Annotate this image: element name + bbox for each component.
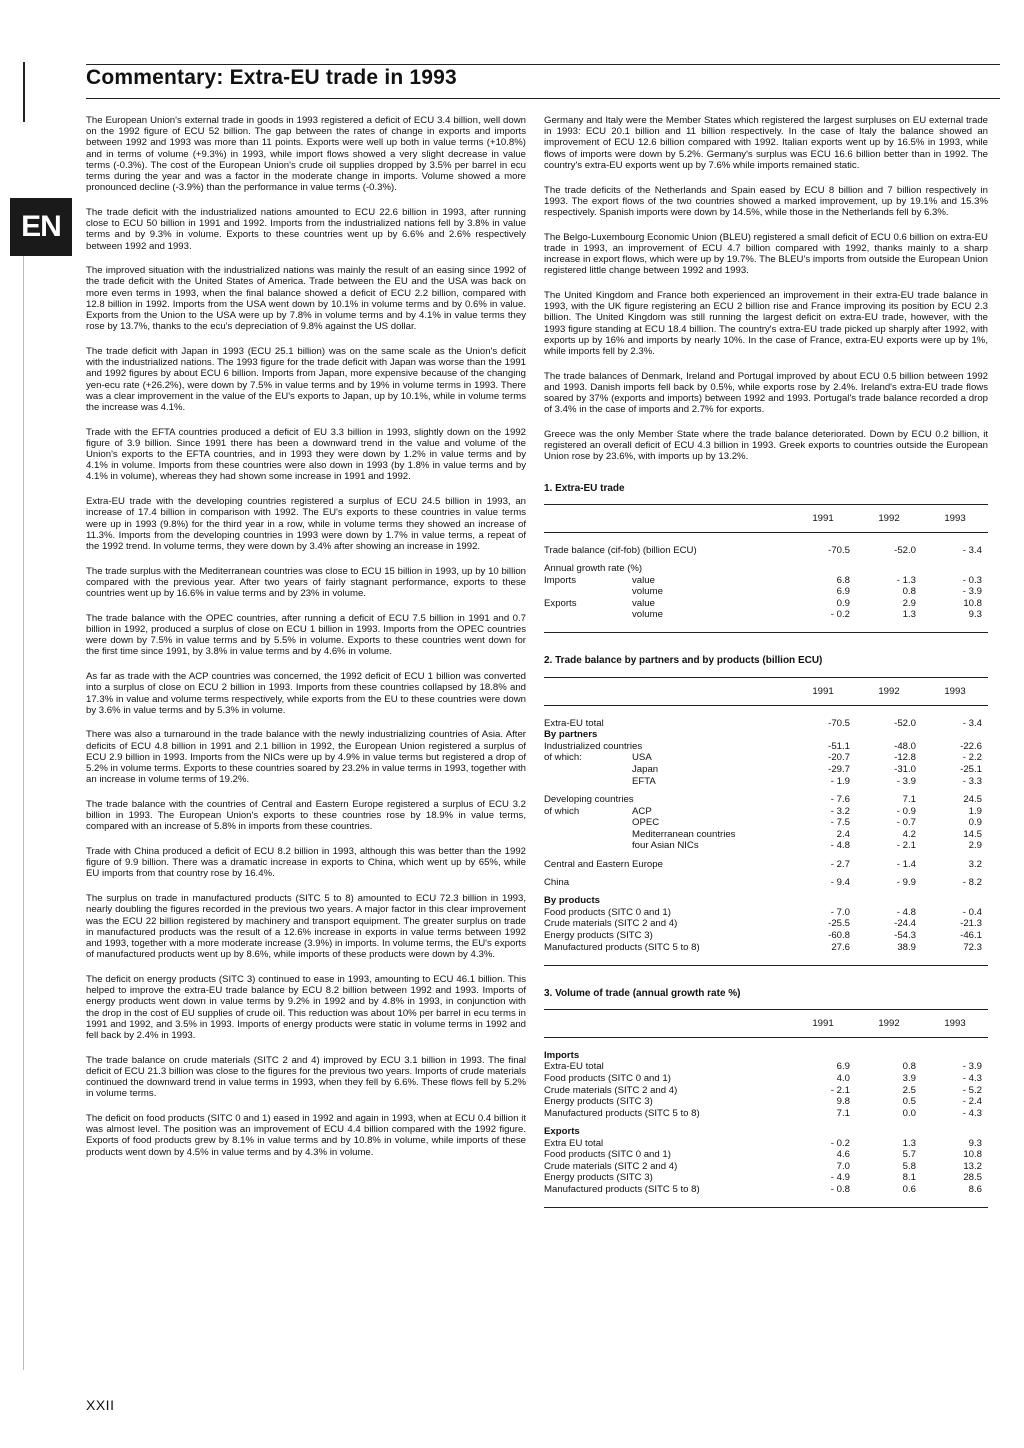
value-cell: - 4.3 <box>962 1072 982 1084</box>
year-header: 1991 <box>790 1009 856 1037</box>
value-cell: 0.9 <box>968 817 982 829</box>
left-column-paragraph: Extra-EU trade with the developing countries registered a surplus of ECU 24.5 billion in 1993, an increase of 17.4 billion in comparison with 1992. The EU's exports to these countries in value terms were up in 1993 (9.8%) for the third year in a row, while in volume terms they showed an increase of 11.3%. Imports from the developing countries in 1993 were down by 1.7% in value terms, a repeat of the 1992 trend. In volume terms, they were down by 3.4% after showing an increase in 1992. <box>86 496 526 552</box>
header-blank <box>544 1009 790 1037</box>
value-cell: - 2.1 <box>830 1084 850 1096</box>
row-label: Industrialized countries <box>544 740 643 752</box>
value-cell: -29.7 <box>828 764 850 776</box>
left-column-paragraph: The trade balance on crude materials (SITC 2 and 4) improved by ECU 3.1 billion in 1993. The final deficit of ECU 21.3 billion was close to the figures for the previous two years. Imports of crude materials continued the downward trend in value terms in 1993, when they fell by 6.6%. These flows fell by 5.2% in volume terms. <box>86 1054 526 1100</box>
value-cell: -70.5 <box>828 717 850 729</box>
row-sublabel: ACP <box>632 805 652 817</box>
value-cell: - 3.9 <box>962 586 982 598</box>
row-label <box>544 586 632 598</box>
left-column-paragraph: The improved situation with the industrialized nations was mainly the result of an easing since 1992 of the trade deficit with the United States of America. Trade between the EU and the USA was back on more even terms in 1993, when the final balance showed a deficit of ECU 2.2 billion, compared with 12.8 billion in 1992. Imports from the USA went down by 10.1% in volume terms and by 0.6% in value. Exports from the Union to the USA were up by 7.8% in volume terms and by 4.1% in value terms they rose by 13.7%, thanks to the ecu's depreciation of 9.8% against the US dollar. <box>86 265 526 333</box>
value-cell: -25.1 <box>960 764 982 776</box>
table-row <box>544 764 988 776</box>
row-label: Exports <box>544 1126 580 1138</box>
table-row <box>544 817 988 829</box>
row-label: Manufactured products (SITC 5 to 8) <box>544 941 790 965</box>
table-row <box>544 741 988 753</box>
header-blank <box>544 677 790 705</box>
left-column-paragraph: The surplus on trade in manufactured products (SITC 5 to 8) amounted to ECU 72.3 billion in 1993, nearly doubling the figures recorded in the previous two years. A major factor in this clear improvement was the ECU 22 billion registered by machinery and transport equipment. The greater surplus on trade in manufactured products was the result of a 12.6% increase in exports in value terms between 1992 and 1993, together with a more moderate increase (3.9%) in imports. In volume terms, the EU's exports of manufactured products went up by 8.6%, while imports of these products were down by 4.3%. <box>86 893 526 961</box>
year-header: 1991 <box>790 504 856 532</box>
value-cell: 10.8 <box>963 597 982 609</box>
value-cell: - 0.8 <box>790 1184 856 1208</box>
value-cell: 0.8 <box>902 1061 916 1073</box>
table-row <box>544 805 988 817</box>
value-cell: - 4.3 <box>962 1107 982 1119</box>
table-header-row <box>544 1009 988 1037</box>
value-cell: 9.8 <box>836 1096 850 1108</box>
table-row <box>544 1184 988 1208</box>
value-cell: 4.2 <box>902 828 916 840</box>
row-label: Food products (SITC 0 and 1) <box>544 1149 671 1161</box>
value-cell: -22.6 <box>960 740 982 752</box>
value-cell <box>790 888 856 906</box>
header-blank <box>544 504 790 532</box>
left-column-paragraph: The trade surplus with the Mediterranean countries was close to ECU 15 billion in 1993, up by 10 billion compared with the previous year. After two years of fairly stagnant performance, exports to these countries went up by 16.6% in value terms and by 23% in volume. <box>86 565 526 600</box>
value-cell <box>856 729 922 741</box>
value-cell <box>790 729 856 741</box>
value-cell: 72.3 <box>922 941 988 965</box>
table-row <box>544 574 988 586</box>
table-row <box>544 870 988 888</box>
row-label: Crude materials (SITC 2 and 4) <box>544 1084 678 1096</box>
value-cell: 6.9 <box>836 1061 850 1073</box>
value-cell: - 0.4 <box>962 906 982 918</box>
row-label: of which: <box>544 752 582 764</box>
row-label <box>544 840 632 852</box>
right-column-text <box>544 115 988 463</box>
table-header-row <box>544 677 988 705</box>
value-cell <box>790 556 856 574</box>
value-cell: -25.5 <box>828 918 850 930</box>
row-label: Annual growth rate (%) <box>544 563 643 575</box>
value-cell <box>856 556 922 574</box>
value-cell: -20.7 <box>828 752 850 764</box>
row-label: of which <box>544 805 580 817</box>
value-cell: -21.3 <box>960 918 982 930</box>
value-cell: 2.5 <box>902 1084 916 1096</box>
row-label: Crude materials (SITC 2 and 4) <box>544 918 678 930</box>
value-cell: 0.9 <box>836 597 850 609</box>
value-cell: 3.2 <box>968 858 982 870</box>
year-header: 1992 <box>856 504 922 532</box>
value-cell: - 4.8 <box>830 840 850 852</box>
table-row <box>544 586 988 598</box>
left-column-paragraph: The European Union's external trade in goods in 1993 registered a deficit of ECU 3.4 billion, well down on the 1992 figure of ECU 52 billion. The gap between the rates of change in exports and imports between 1992 and 1993 was more than 11 points. Exports were well up both in value terms (+10.8%) and in terms of volume (+9.3%) in 1993, while import flows showed a very slight decrease in value terms (-0.3%). The cost of the European Union's crude oil supplies dropped by 3.5% per barrel in ecu terms during the year and was a factor in the moderate change in imports. Volume showed a more pronounced decline (-3.9%) than the performance in value terms (-0.3%). <box>86 115 526 194</box>
table-row <box>544 705 988 729</box>
row-label: By partners <box>544 729 598 741</box>
table-row <box>544 828 988 840</box>
row-sublabel: Japan <box>632 764 659 776</box>
row-label: Energy products (SITC 3) <box>544 1096 653 1108</box>
row-sublabel: USA <box>632 752 652 764</box>
right-column-paragraph: The United Kingdom and France both experienced an improvement in their extra-EU trade balance in 1993, with the UK figure registering an ECU 2 billion rise and France improving its position by ECU 2.3 billion. The United Kingdom was still running the largest deficit on extra-EU trade, however, with the 1993 figure standing at ECU 18.4 billion. The country's extra-EU trade picked up sharply after 1992, with exports up by 16% and imports by nearly 10%. In the case of France, extra-EU exports were up by 1%, while imports fell by 2.3%. <box>544 289 988 357</box>
value-cell: 38.9 <box>856 941 922 965</box>
value-cell: - 0.7 <box>896 817 916 829</box>
value-cell: - 3.4 <box>962 717 982 729</box>
table-row <box>544 775 988 787</box>
table-row <box>544 906 988 918</box>
value-cell <box>856 1037 922 1061</box>
value-cell: - 7.6 <box>830 793 850 805</box>
table-row <box>544 1107 988 1119</box>
value-cell: - 2.7 <box>830 858 850 870</box>
table1-extra-eu-trade <box>544 504 988 634</box>
table-header-row <box>544 504 988 532</box>
left-column-paragraph: Trade with China produced a deficit of ECU 8.2 billion in 1993, although this was better than the 1992 figure of 9.9 billion. There was a dramatic increase in exports to China, which went up by 65%, while EU imports from that country rose by 16.4%. <box>86 846 526 880</box>
row-label: Central and Eastern Europe <box>544 858 663 870</box>
value-cell: -24.4 <box>894 918 916 930</box>
value-cell: -52.0 <box>894 544 916 556</box>
value-cell: 9.3 <box>922 609 988 633</box>
value-cell: -31.0 <box>894 764 916 776</box>
row-sublabel: volume <box>632 586 663 598</box>
value-cell: - 9.9 <box>896 876 916 888</box>
left-column-paragraph: The trade deficit with Japan in 1993 (ECU 25.1 billion) was on the same scale as the Union's deficit with the industrialized nations. The 1993 figure for the trade deficit with Japan was worse than the 1991 and 1992 figures by about ECU 6 billion. Imports from Japan, more expensive because of the changing yen-ecu rate (+26.2%), were down by 7.5% in value terms and by 19% in volume terms in 1993. There was a clear improvement in the value of the EU's exports to Japan, up by 10.1%, while in volume terms the increase was 4.1%. <box>86 345 526 413</box>
title-rule-top <box>86 64 1000 65</box>
value-cell <box>922 1037 988 1061</box>
value-cell: 5.8 <box>902 1160 916 1172</box>
value-cell: - 3.9 <box>896 775 916 787</box>
table-row <box>544 787 988 805</box>
row-label <box>544 828 632 840</box>
value-cell: 7.1 <box>902 793 916 805</box>
value-cell: - 0.3 <box>962 574 982 586</box>
value-cell: - 3.4 <box>962 544 982 556</box>
value-cell: 8.6 <box>922 1184 988 1208</box>
right-column-paragraph: The trade deficits of the Netherlands and Spain eased by ECU 8 billion and 7 billion respectively in 1993. The export flows of the two countries showed a marked improvement, up by 19.1% and 15.3% respectively. Spanish imports were down by 14.5%, while those in the Netherlands fell by 6.3%. <box>544 184 988 218</box>
value-cell: 1.3 <box>902 1137 916 1149</box>
right-column-paragraph: Germany and Italy were the Member States which registered the largest surpluses on EU external trade in 1993: ECU 20.1 billion and 11 billion respectively. In the case of Italy the balance showed an improvement of ECU 12.6 billion compared with 1992. Italian exports went up by 16.5% in 1993, while flows of imports were down by 5.2%. Germany's surplus was ECU 16.6 billion better than in 1992. The country's extra-EU exports went up by 7.6% while imports remained static. <box>544 115 988 171</box>
table-row <box>544 1073 988 1085</box>
year-header: 1993 <box>922 504 988 532</box>
table-row <box>544 1061 988 1073</box>
year-header: 1991 <box>790 677 856 705</box>
table-row <box>544 1137 988 1149</box>
table2-title: 2. Trade balance by partners and by products (billion ECU) <box>544 655 823 667</box>
left-column-paragraph: Trade with the EFTA countries produced a deficit of EU 3.3 billion in 1993, slightly down on the 1992 figure of 3.9 billion. Since 1991 there has been a downward trend in the value and volume of the Union's exports to the EFTA countries, and in 1993 they were down by 1.2% in value terms and by 4.1% in volume. Imports from these countries were also down in 1993 (by 1.8% in value terms and by 4.1% in volume), whereas they had shown some increase in 1991 and 1992. <box>86 426 526 483</box>
table-row <box>544 1172 988 1184</box>
row-label: Food products (SITC 0 and 1) <box>544 1072 671 1084</box>
row-label: Manufactured products (SITC 5 to 8) <box>544 1184 790 1208</box>
value-cell <box>790 1037 856 1061</box>
value-cell: 6.9 <box>836 586 850 598</box>
row-label: Exports <box>544 597 577 609</box>
right-column-paragraph: The Belgo-Luxembourg Economic Union (BLEU) registered a small deficit of ECU 0.6 billion on extra-EU trade in 1993, an improvement of ECU 4.7 billion compared with 1992, thanks mainly to a sharp increase in export flows, which were up by 19.7%. The BLEU's imports from outside the European Union registered little change between 1992 and 1993. <box>544 231 988 277</box>
title-rule-bottom <box>86 98 1000 99</box>
row-label: Manufactured products (SITC 5 to 8) <box>544 1107 700 1119</box>
row-sublabel: volume <box>632 609 790 633</box>
value-cell: 5.7 <box>902 1149 916 1161</box>
left-column-paragraph: The deficit on energy products (SITC 3) continued to ease in 1993, amounting to ECU 46.1 billion. This helped to improve the extra-EU trade balance by ECU 8.2 billion between 1992 and 1993. Imports of energy products went down in value terms by 9.2% in 1992 and by 4.8% in 1993, in conjunction with the drop in the cost of EU supplies of crude oil. This reduction was about 10% per barrel in ecu terms in 1991 and 1992, and 3.5% in 1993. Imports of energy products were static in volume terms in 1992 and fell back by 2.4% in 1993. <box>86 973 526 1041</box>
value-cell: 3.9 <box>902 1072 916 1084</box>
value-cell: 28.5 <box>963 1172 982 1184</box>
value-cell: 10.8 <box>963 1149 982 1161</box>
value-cell: 8.1 <box>902 1172 916 1184</box>
margin-rule-faint <box>23 250 24 1370</box>
left-column-paragraph: The deficit on food products (SITC 0 and 1) eased in 1992 and again in 1993, when at ECU 0.4 billion it was almost level. The position was an improvement of ECU 4.4 billion compared with the 1992 figure. Exports of food products grew by 8.1% in value terms and by 10.8% in volume, while imports of these products went down by 4.5% in value terms and by 4.3% in volume. <box>86 1112 526 1158</box>
value-cell: - 7.5 <box>830 817 850 829</box>
value-cell: - 0.9 <box>896 805 916 817</box>
row-label: Imports <box>544 574 576 586</box>
value-cell: - 2.1 <box>896 840 916 852</box>
row-sublabel: four Asian NICs <box>632 840 699 852</box>
row-sublabel: value <box>632 597 655 609</box>
value-cell: -70.5 <box>828 544 850 556</box>
row-label: Developing countries <box>544 793 634 805</box>
value-cell: 2.9 <box>968 840 982 852</box>
value-cell <box>856 888 922 906</box>
language-tab: EN <box>10 198 72 256</box>
table-row <box>544 930 988 942</box>
value-cell: 6.8 <box>836 574 850 586</box>
value-cell: -60.8 <box>828 929 850 941</box>
table-row <box>544 729 988 741</box>
row-label: Extra-EU total <box>544 717 604 729</box>
value-cell: - 4.9 <box>830 1172 850 1184</box>
value-cell: - 3.3 <box>962 775 982 787</box>
row-label: Extra-EU total <box>544 1061 604 1073</box>
value-cell: - 9.4 <box>830 876 850 888</box>
row-label: By products <box>544 895 600 907</box>
table3-title: 3. Volume of trade (annual growth rate %) <box>544 987 741 999</box>
value-cell: 2.4 <box>836 828 850 840</box>
value-cell: - 1.3 <box>896 574 916 586</box>
right-column <box>544 115 988 1208</box>
year-header: 1993 <box>922 1009 988 1037</box>
table-row <box>544 918 988 930</box>
value-cell: 9.3 <box>968 1137 982 1149</box>
row-label: China <box>544 876 570 888</box>
value-cell: - 3.2 <box>830 805 850 817</box>
value-cell: 27.6 <box>790 941 856 965</box>
row-label <box>544 764 632 776</box>
value-cell: - 2.2 <box>962 752 982 764</box>
row-sublabel: OPEC <box>632 817 660 829</box>
value-cell: -12.8 <box>894 752 916 764</box>
value-cell: - 4.8 <box>896 906 916 918</box>
value-cell <box>922 1119 988 1137</box>
row-label: Energy products (SITC 3) <box>544 929 653 941</box>
row-sublabel: EFTA <box>632 775 656 787</box>
table-row <box>544 556 988 574</box>
row-label: Imports <box>544 1049 580 1061</box>
value-cell: - 0.2 <box>830 1137 850 1149</box>
value-cell: 24.5 <box>963 793 982 805</box>
left-column-paragraph: There was also a turnaround in the trade balance with the newly industrializing countries of Asia. After deficits of ECU 4.8 billion in 1991 and 2.1 billion in 1992, the European Union registered a surplus of ECU 2.9 billion in 1993. Imports from the NICs were up by 4.9% in value terms but registered a drop of 5.2% in volume terms. Exports to these countries soared by 23.2% in value terms in 1993, together with an increase in volume terms of 19.2%. <box>86 729 526 786</box>
value-cell: -46.1 <box>960 929 982 941</box>
table-row <box>544 598 988 610</box>
value-cell <box>922 888 988 906</box>
table-row <box>544 1149 988 1161</box>
value-cell: -54.3 <box>894 929 916 941</box>
table-row <box>544 752 988 764</box>
table2-trade-balance <box>544 677 988 966</box>
value-cell: -52.0 <box>894 717 916 729</box>
left-column-paragraph: The trade balance with the OPEC countries, after running a deficit of ECU 7.5 billion in 1991 and 0.7 billion in 1992, produced a surplus of close on ECU 1 billion in 1993. Imports from the OPEC countries were down by 7.5% in value terms and by 5.5% in volume. Exports to these countries went down for the first time since 1991, by 3.8% in value terms and by 4.6% in volume. <box>86 612 526 658</box>
value-cell: 4.0 <box>836 1072 850 1084</box>
table-row <box>544 1096 988 1108</box>
table-row <box>544 1161 988 1173</box>
table-row <box>544 840 988 852</box>
row-label: Energy products (SITC 3) <box>544 1172 653 1184</box>
row-label: Crude materials (SITC 2 and 4) <box>544 1160 678 1172</box>
value-cell: 1.9 <box>968 805 982 817</box>
value-cell: 4.6 <box>836 1149 850 1161</box>
value-cell: - 0.2 <box>790 609 856 633</box>
left-column-paragraph: The trade deficit with the industrialized nations amounted to ECU 22.6 billion in 1993, after running close to ECU 50 billion in 1991 and 1992. Imports from the industrialized nations fell by 3.8% in value terms and by 9.3% in volume. Exports to these countries went up by 6.6% and 2.6% respectively between 1992 and 1993. <box>86 206 526 252</box>
value-cell: - 1.9 <box>830 775 850 787</box>
table-row <box>544 1119 988 1137</box>
value-cell: 1.3 <box>856 609 922 633</box>
year-header: 1992 <box>856 677 922 705</box>
value-cell: 0.5 <box>902 1096 916 1108</box>
right-column-paragraph: The trade balances of Denmark, Ireland and Portugal improved by about ECU 0.5 billion between 1992 and 1993. Danish imports fell back by 0.5%, while exports rose by 2.4%. Ireland's extra-EU trade flows soared by 37% (exports and imports) between 1992 and 1993. Portugal's trade balance recorded a drop of 3.4% in the case of imports and 2.7% for exports. <box>544 370 988 416</box>
value-cell: 7.0 <box>836 1160 850 1172</box>
row-label: Trade balance (cif-fob) (billion ECU) <box>544 544 697 556</box>
year-header: 1993 <box>922 677 988 705</box>
value-cell: - 3.9 <box>962 1061 982 1073</box>
right-column-paragraph: Greece was the only Member State where the trade balance deteriorated. Down by ECU 0.2 billion, it registered an overall deficit of ECU 4.3 billion in 1993. Greek exports to countries outside the European Union rose by 23.6%, with imports up by 13.2%. <box>544 428 988 463</box>
value-cell <box>856 1119 922 1137</box>
table-row <box>544 532 988 556</box>
value-cell: 13.2 <box>963 1160 982 1172</box>
value-cell: - 2.4 <box>962 1096 982 1108</box>
table-row <box>544 1084 988 1096</box>
table3-volume-of-trade <box>544 1009 988 1208</box>
page-title: Commentary: Extra-EU trade in 1993 <box>86 66 457 89</box>
row-label <box>544 817 632 829</box>
year-header: 1992 <box>856 1009 922 1037</box>
table-row <box>544 852 988 870</box>
page-number: XXII <box>86 1397 115 1413</box>
value-cell: - 8.2 <box>962 876 982 888</box>
table-row <box>544 888 988 906</box>
row-label: Food products (SITC 0 and 1) <box>544 906 671 918</box>
value-cell: 0.6 <box>856 1184 922 1208</box>
value-cell <box>922 729 988 741</box>
value-cell <box>790 1119 856 1137</box>
row-sublabel: value <box>632 574 655 586</box>
value-cell: 7.1 <box>836 1107 850 1119</box>
value-cell: - 5.2 <box>962 1084 982 1096</box>
left-column-paragraph: As far as trade with the ACP countries was concerned, the 1992 deficit of ECU 1 billion was converted into a surplus of close on ECU 2 billion in 1993. Imports from these countries collapsed by 18.8% and 17.3% in value and volume terms respectively, while exports from the EU to these countries were down by 3.6% in value terms and by 5.3% in volume. <box>86 671 526 716</box>
left-column-paragraph: The trade balance with the countries of Central and Eastern Europe registered a surplus of ECU 3.2 billion in 1993. The European Union's exports to these countries rose by 18.9% in value terms, compared with an increase of 5.8% in imports from these countries. <box>86 798 526 833</box>
value-cell: -48.0 <box>894 740 916 752</box>
table-row <box>544 609 988 633</box>
table-row <box>544 941 988 965</box>
margin-rule <box>23 62 25 122</box>
value-cell: 0.0 <box>902 1107 916 1119</box>
row-label: Extra EU total <box>544 1137 604 1149</box>
table-row <box>544 1037 988 1061</box>
row-label <box>544 775 632 787</box>
row-label <box>544 609 632 633</box>
value-cell: -51.1 <box>828 740 850 752</box>
value-cell <box>922 556 988 574</box>
value-cell: 0.8 <box>902 586 916 598</box>
table1-title: 1. Extra-EU trade <box>544 482 625 494</box>
value-cell: - 1.4 <box>896 858 916 870</box>
left-column <box>86 115 526 1171</box>
value-cell: - 7.0 <box>830 906 850 918</box>
value-cell: 14.5 <box>963 828 982 840</box>
row-sublabel: Mediterranean countries <box>632 828 736 840</box>
value-cell: 2.9 <box>902 597 916 609</box>
